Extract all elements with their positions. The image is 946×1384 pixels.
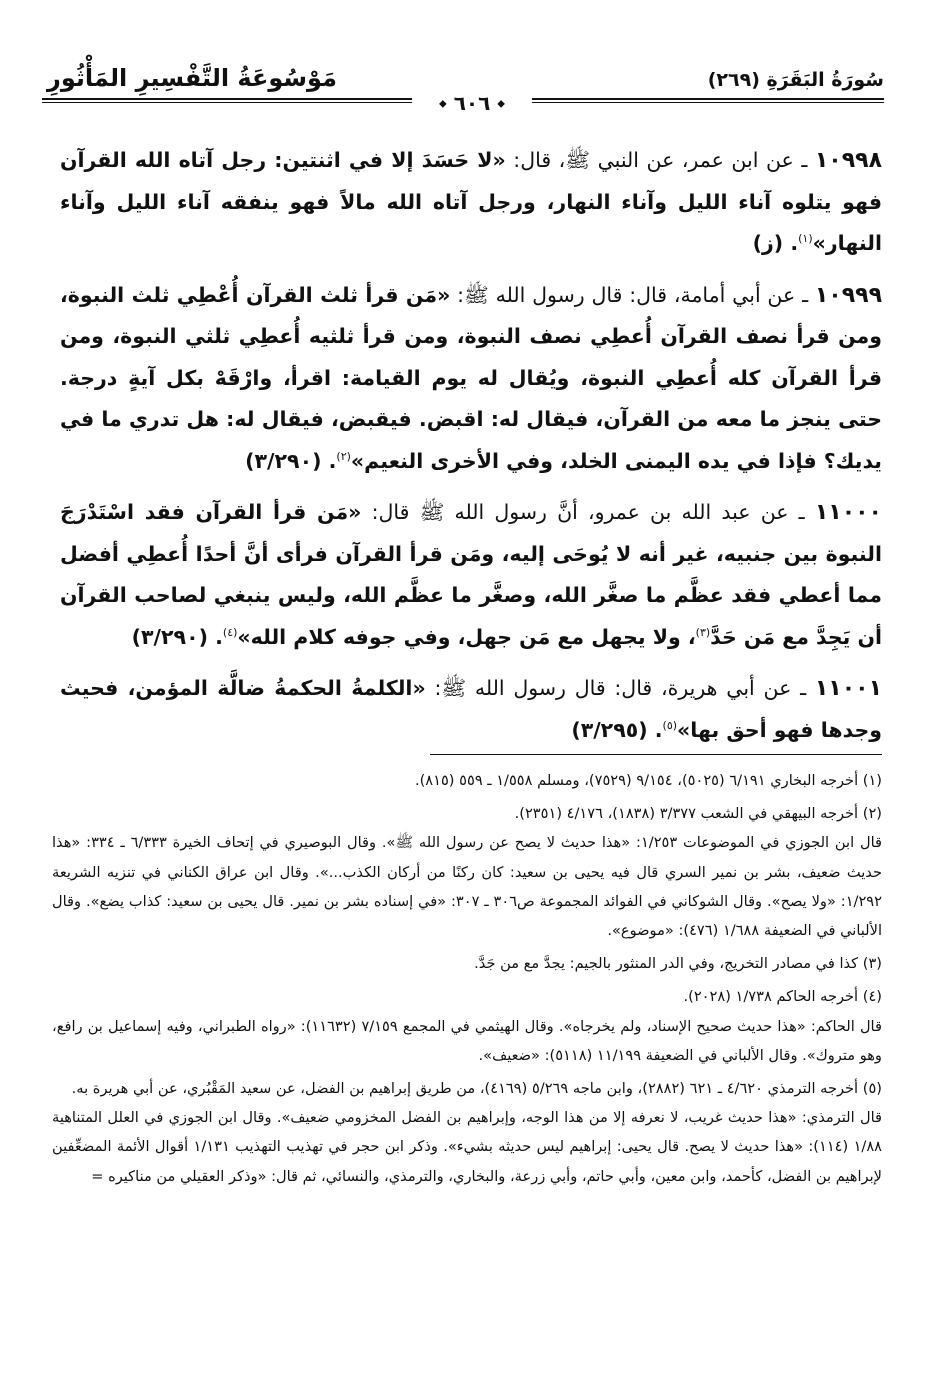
footnote-commentary: قال ابن الجوزي في الموضوعات ١/٢٥٣: «هذا حديث لا يصح عن رسول الله ﷺ». وقال البوصيري في إتحاف الخيرة ٦/٣٣٣ ـ ٣٣٤: «هذا حديث ضعيف، بشر بن نمير السري قال فيه يحيى بن سعيد: كان ركنًا من أركان الكذب...». وقال ابن عراق الكناني في تنزيه الشريعة ١/٢٩٢: «ولا يصح». وقال الشوكاني في الفوائد المجموعة ص٣٠٦ ـ ٣٠٧: «في إسناده بشر بن نمير. قال يحيى بن سعيد: كذاب يضع». وقال الألباني في الضعيفة ١/٦٨٨ (٤٧٦): «موضوع». [52, 834, 882, 940]
series-title: مَوْسُوعَةُ التَّفْسِيرِ المَأْثُورِ [47, 64, 337, 92]
footnote-marker: (٤) [222, 625, 238, 639]
entry-number: ١٠٩٩٨ [814, 148, 882, 173]
footnote-marker: (٥) [662, 718, 678, 732]
entry-narration: ـ عن أبي هريرة، قال: قال رسول الله ﷺ: [425, 676, 815, 700]
hadith-text-continued: ، ولا يجهل مع مَن جهل، وفي جوفه كلام الله» [237, 624, 696, 649]
entry-narration: ـ عن ابن عمر، عن النبي ﷺ، قال: [505, 148, 815, 172]
diamond-ornament-icon: ◆ [497, 98, 505, 110]
page-header [42, 58, 884, 115]
entry-number: ١١٠٠٠ [814, 500, 882, 525]
footnote-text: (٥) أخرجه الترمذي ٤/٦٢٠ ـ ٦٢١ (٢٨٨٢)، وابن ماجه ٥/٢٦٩ (٤١٦٩)، من طريق إبراهيم بن الفضل، عن سعيد المَقْبُري، عن أبي هريرة به. [71, 1080, 882, 1098]
hadith-text: «لا حَسَدَ إلا في اثنتين: رجل آتاه الله القرآن فهو يتلوه آناء الليل وآناء النهار، ورجل آتاه الله مالاً فهو ينفقه آناء الليل وآناء النهار» [60, 148, 882, 255]
diamond-ornament-icon: ◆ [439, 98, 447, 110]
footnote-commentary: قال الترمذي: «هذا حديث غريب، لا نعرفه إلا من هذا الوجه، وإبراهيم بن الفضل المخزومي ضعيف». وقال ابن الجوزي في العلل المتناهية ١/٨٨ (١١٤): «هذا حديث لا يصح. قال يحيى: إبراهيم ليس حديثه بشيء». وذكر ابن حجر في تهذيب التهذيب ١/١٣١ أقوال الأئمة المضعِّفين لإبراهيم بن الفضل، كأحمد، وابن معين، وأبي حاتم، وأبي زرعة، والبخاري، والترمذي، والنسائي، ثم قال: «وذكر العقيلي من مناكيره = [52, 1109, 882, 1185]
footnote [52, 982, 882, 1070]
hadith-entry [60, 275, 882, 483]
footnote-text: (٣) كذا في مصادر التخريج، وفي الدر المنثور بالجيم: يجدَّ مع من جَدَّ. [474, 955, 882, 973]
footnote [52, 799, 882, 945]
footnote-marker: (١) [798, 232, 813, 246]
page-number: ٦٠٦ [453, 91, 491, 115]
hadith-entries [60, 140, 882, 761]
footnote-divider [430, 754, 882, 755]
footnote-marker: (٢) [336, 449, 351, 463]
entry-narration: ـ عن عبد الله بن عمرو، أنَّ رسول الله ﷺ قال: [361, 500, 815, 524]
hadith-entry [60, 668, 882, 751]
page-number-box [412, 90, 532, 116]
entry-number: ١١٠٠١ [814, 676, 882, 701]
hadith-entry [60, 492, 882, 658]
footnote [52, 949, 882, 978]
hadith-text: «مَن قرأ ثلث القرآن أُعْطِي ثلث النبوة، ومن قرأ نصف القرآن أُعطِي نصف النبوة، ومن قرأ ثلثيه أُعطِي ثلثي النبوة، ومن قرأ القرآن كله أُعطِي النبوة، ويُقال له يوم القيامة: اقرأ، وارْقَهْ بكل آيةٍ درجة. حتى ينجز ما معه من القرآن، فيقال له: اقبض. فيقبض، فيقال له: هل تدري ما في يديك؟ فإذا في يده اليمنى الخلد، وفي الأخرى النعيم» [60, 282, 882, 473]
entry-reference: . (٣/٢٩٠) [245, 448, 337, 473]
entry-reference: . (٣/٢٩٥) [571, 717, 663, 742]
hadith-text: «الكلمةُ الحكمةُ ضالَّة المؤمن، فحيث وجدها فهو أحق بها» [60, 676, 882, 742]
entry-reference: . (ز) [752, 231, 799, 255]
surah-reference: سُورَةُ البَقَرَةِ (٢٦٩) [707, 69, 884, 91]
footnote-text: (٤) أخرجه الحاكم ١/٧٣٨ (٢٠٢٨). [683, 988, 882, 1006]
footnote-text: (١) أخرجه البخاري ٦/١٩١ (٥٠٢٥)، ٩/١٥٤ (٧٥٢٩)، ومسلم ١/٥٥٨ ـ ٥٥٩ (٨١٥). [414, 772, 882, 789]
entry-narration: ـ عن أبي أمامة، قال: قال رسول الله ﷺ: [450, 282, 815, 307]
footnote [52, 1074, 882, 1191]
footnote-marker: (٣) [695, 625, 711, 639]
hadith-entry [60, 140, 882, 265]
entry-reference: . (٣/٢٩٠) [131, 624, 223, 649]
footnote-commentary: قال الحاكم: «هذا حديث صحيح الإسناد، ولم يخرجاه». وقال الهيثمي في المجمع ٧/١٥٩ (١١٦٣٢): «رواه الطبراني، وفيه إسماعيل بن رافع، وهو متروك». وقال الألباني في الضعيفة ١١/١٩٩ (٥١١٨): «ضعيف». [52, 1017, 882, 1064]
footnote [52, 766, 882, 795]
footnote-text: (٢) أخرجه البيهقي في الشعب ٣/٣٧٧ (١٨٣٨)، ٤/١٧٦ (٢٣٥١). [514, 805, 882, 823]
hadith-text: «مَن قرأ القرآن فقد اسْتَدْرَجَ النبوة بين جنبيه، غير أنه لا يُوحَى إليه، ومَن قرأ القرآن فرأى أنَّ أحدًا أُعطِي أفضل مما أعطي فقد عظَّم ما صغَّر الله، وصغَّر ما عظَّم الله، وليس ينبغي لصاحب القرآن أن يَجِدَّ مع مَن حَدَّ [60, 500, 882, 649]
entry-number: ١٠٩٩٩ [814, 282, 883, 308]
footnotes [52, 766, 882, 1195]
